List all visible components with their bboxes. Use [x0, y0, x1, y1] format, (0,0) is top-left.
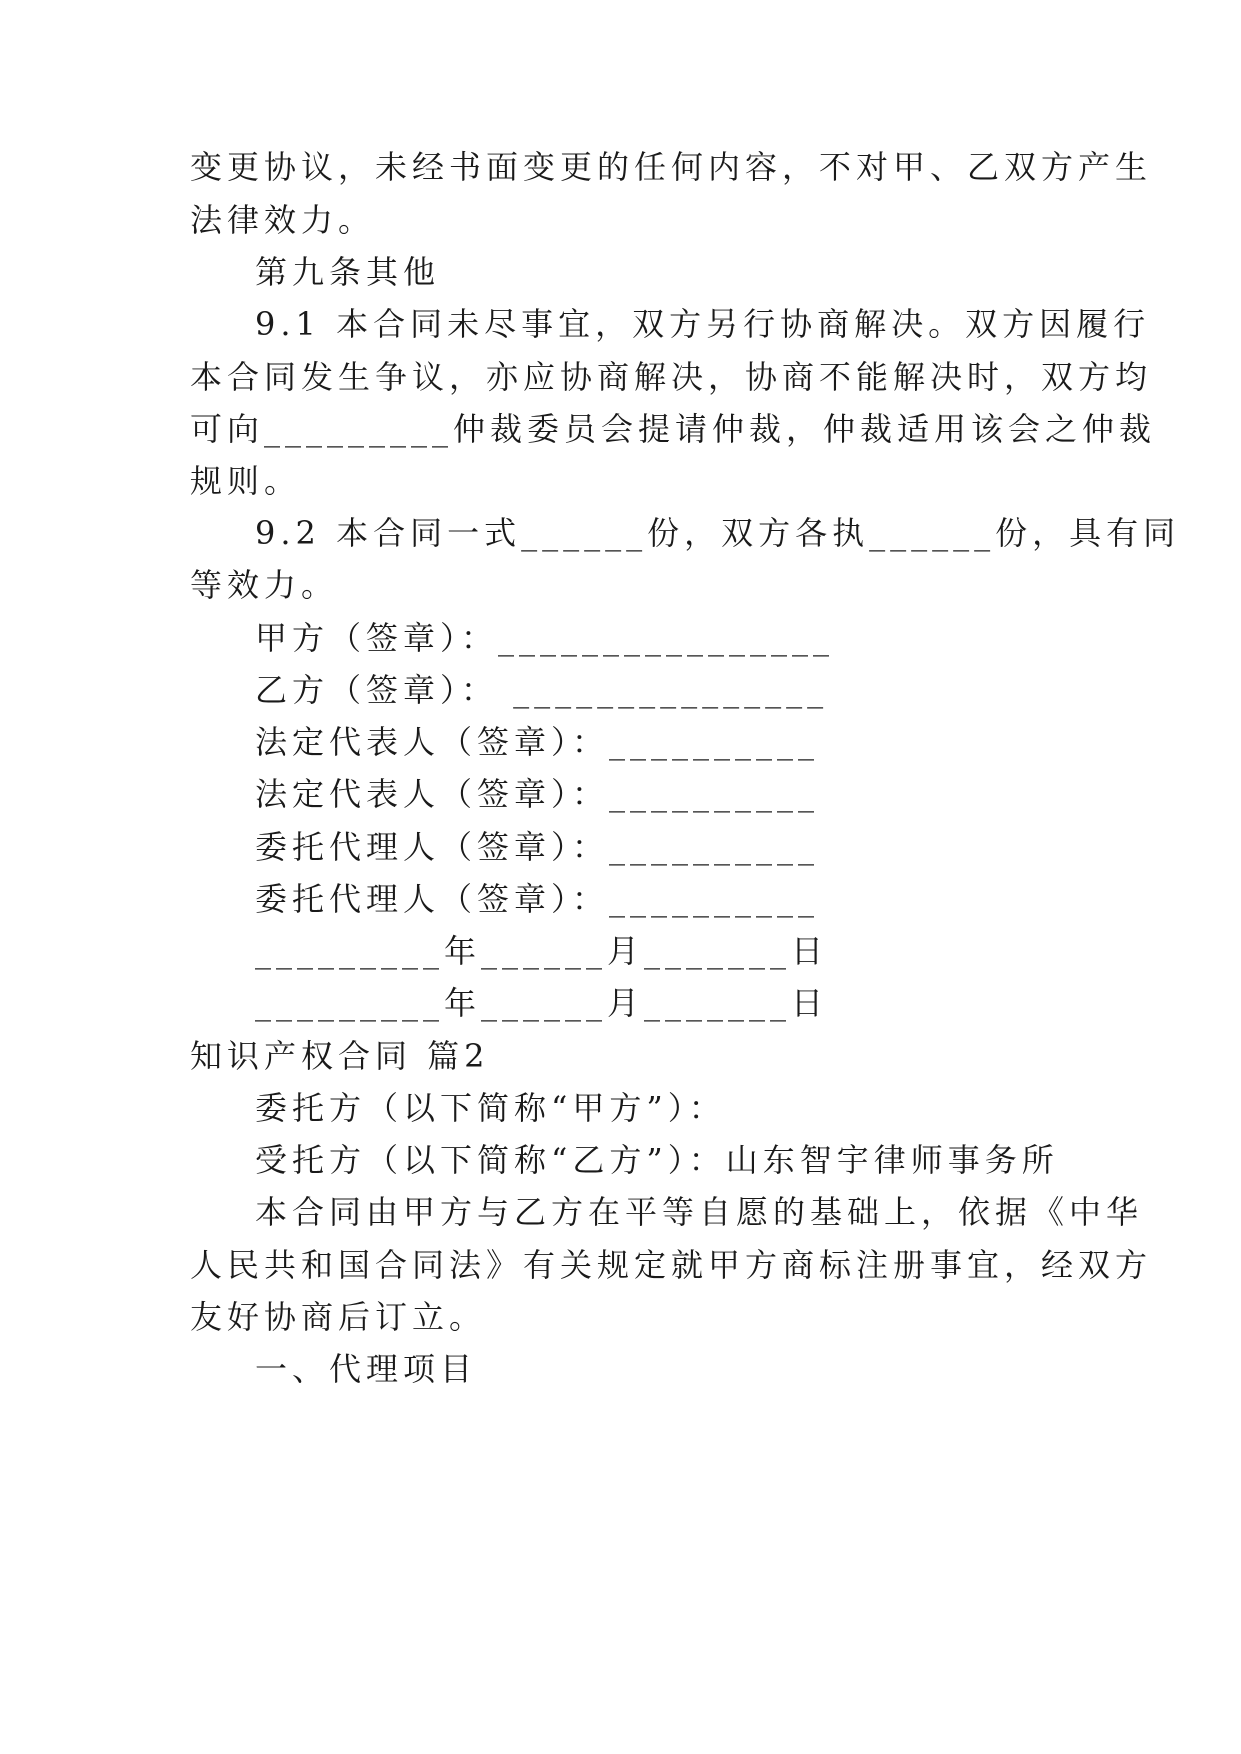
signature-line-party-a: 甲方（签章）：________________ [255, 619, 835, 657]
paragraph-line: 法律效力。 [190, 201, 376, 239]
contract-title: 知识产权合同 篇2 [190, 1037, 490, 1075]
signature-line-party-b: 乙方（签章）： _______________ [255, 671, 829, 709]
paragraph-line: 人民共和国合同法》有关规定就甲方商标注册事宜，经双方 [190, 1246, 1153, 1284]
paragraph-line: 9.2 本合同一式______份，双方各执______份，具有同 [255, 514, 1181, 552]
paragraph-line: 等效力。 [190, 566, 339, 604]
paragraph-line: 本合同发生争议，亦应协商解决，协商不能解决时，双方均 [190, 358, 1153, 396]
paragraph-line: 本合同由甲方与乙方在平等自愿的基础上，依据《中华 [255, 1193, 1144, 1231]
section-heading: 一、代理项目 [255, 1350, 478, 1388]
date-line: _________年______月_______日 [255, 932, 829, 970]
signature-line-agent: 委托代理人（签章）：__________ [255, 828, 820, 866]
paragraph-line: 规则。 [190, 462, 302, 500]
paragraph-line: 友好协商后订立。 [190, 1298, 487, 1336]
signature-line-legal-rep: 法定代表人（签章）：__________ [255, 775, 820, 813]
section-heading: 第九条其他 [255, 253, 441, 291]
paragraph-line: 可向_________仲裁委员会提请仲裁，仲裁适用该会之仲裁 [190, 410, 1157, 448]
paragraph-line: 变更协议，未经书面变更的任何内容，不对甲、乙双方产生 [190, 148, 1153, 186]
party-a-line: 委托方（以下简称“甲方”）： [255, 1089, 726, 1127]
signature-line-agent: 委托代理人（签章）：__________ [255, 880, 820, 918]
paragraph-line: 9.1 本合同未尽事宜，双方另行协商解决。双方因履行 [255, 305, 1151, 343]
party-b-line: 受托方（以下简称“乙方”）：山东智宇律师事务所 [255, 1141, 1059, 1179]
signature-line-legal-rep: 法定代表人（签章）：__________ [255, 723, 820, 761]
date-line: _________年______月_______日 [255, 984, 829, 1022]
